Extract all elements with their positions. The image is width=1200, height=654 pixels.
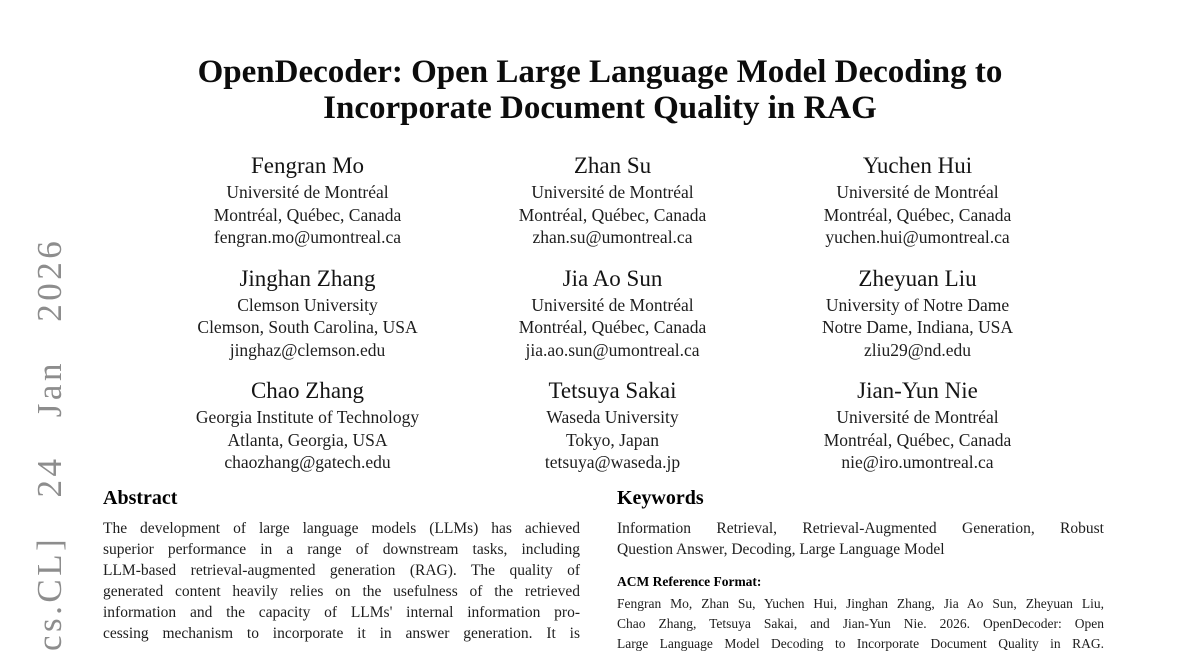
acm-reference-heading: ACM Reference Format: bbox=[617, 574, 762, 589]
author-affiliation-line: Université de Montréal bbox=[836, 407, 999, 427]
author-email: fengran.mo@umontreal.ca bbox=[213, 227, 402, 247]
author-grid bbox=[155, 153, 1070, 474]
author-email: tetsuya@waseda.jp bbox=[544, 452, 681, 472]
abstract-line: generated content heavily relies on the usefulness of the retrieved bbox=[103, 583, 580, 600]
author-affiliation-line: Université de Montréal bbox=[531, 182, 694, 202]
author-affiliation-line: University of Notre Dame bbox=[825, 294, 1010, 315]
author-name: Zheyuan Liu bbox=[858, 265, 977, 291]
author-email: chaozhang@gatech.edu bbox=[224, 452, 391, 472]
author-name: Yuchen Hui bbox=[862, 153, 973, 178]
author-affiliation-line: Clemson, South Carolina, USA bbox=[197, 317, 418, 337]
author-affiliation-line: Université de Montréal bbox=[836, 182, 999, 202]
abstract-heading: Abstract bbox=[103, 487, 178, 509]
paper-title-line2: Incorporate Document Quality in RAG bbox=[323, 90, 877, 126]
author-affiliation-line: Université de Montréal bbox=[226, 182, 389, 202]
arxiv-stamp: cs.CL] 24 Jan 2026 bbox=[30, 237, 69, 651]
author-affiliation-line: Tokyo, Japan bbox=[565, 429, 660, 450]
abstract-line: superior performance in a range of downstream tasks, including bbox=[103, 541, 580, 558]
author-block bbox=[460, 266, 765, 362]
acm-reference-line: Fengran Mo, Zhan Su, Yuchen Hui, Jinghan Zhang, Jia Ao Sun, Zheyuan Liu, bbox=[617, 596, 1104, 611]
author-affiliation-line: Montréal, Québec, Canada bbox=[823, 204, 1012, 225]
author-email: jia.ao.sun@umontreal.ca bbox=[525, 339, 700, 360]
abstract-line: information and the capacity of LLMs' internal information pro- bbox=[103, 604, 580, 621]
author-affiliation-line: Montréal, Québec, Canada bbox=[518, 204, 707, 225]
abstract-line: cessing mechanism to incorporate it in answer generation. It is bbox=[103, 625, 580, 642]
keywords-line: Information Retrieval, Retrieval-Augmented Generation, Robust bbox=[617, 520, 1104, 537]
author-name: Jia Ao Sun bbox=[562, 265, 663, 291]
author-block bbox=[765, 266, 1070, 362]
author-affiliation-line: Georgia Institute of Technology bbox=[195, 407, 420, 427]
author-block bbox=[155, 266, 460, 362]
abstract-line: LLM-based retrieval-augmented generation (RAG). The quality of bbox=[103, 562, 580, 579]
author-affiliation-line: Clemson University bbox=[237, 294, 378, 315]
author-affiliation-line: Montréal, Québec, Canada bbox=[823, 429, 1012, 450]
author-email: yuchen.hui@umontreal.ca bbox=[825, 227, 1010, 247]
author-name: Jinghan Zhang bbox=[239, 265, 376, 291]
abstract-line: The development of large language models (LLMs) has achieved bbox=[103, 520, 580, 537]
author-affiliation-line: Montréal, Québec, Canada bbox=[518, 317, 707, 337]
author-block bbox=[155, 153, 460, 249]
author-name: Jian-Yun Nie bbox=[857, 378, 978, 403]
author-name: Zhan Su bbox=[573, 153, 652, 178]
acm-reference-line: Large Language Model Decoding to Incorporate Document Quality in RAG. bbox=[617, 636, 1104, 651]
author-affiliation-line: Université de Montréal bbox=[531, 294, 694, 315]
author-affiliation-line: Montréal, Québec, Canada bbox=[213, 204, 402, 225]
author-block bbox=[765, 153, 1070, 249]
author-name: Fengran Mo bbox=[250, 153, 365, 178]
paper-title-line1: OpenDecoder: Open Large Language Model Decoding to bbox=[197, 54, 1003, 90]
acm-reference-line: Chao Zhang, Tetsuya Sakai, and Jian-Yun Nie. 2026. OpenDecoder: Open bbox=[617, 616, 1104, 631]
author-email: zliu29@nd.edu bbox=[864, 339, 971, 360]
author-block bbox=[460, 378, 765, 474]
paper-title bbox=[0, 54, 1200, 126]
author-block bbox=[460, 153, 765, 249]
author-email: jinghaz@clemson.edu bbox=[229, 339, 386, 360]
abstract-section bbox=[103, 486, 580, 644]
author-email: zhan.su@umontreal.ca bbox=[532, 227, 693, 247]
keywords-line: Question Answer, Decoding, Large Language Model bbox=[617, 541, 945, 558]
keywords-heading: Keywords bbox=[617, 487, 704, 509]
author-affiliation-line: Notre Dame, Indiana, USA bbox=[822, 317, 1013, 337]
author-name: Tetsuya Sakai bbox=[548, 378, 677, 403]
author-affiliation-line: Waseda University bbox=[546, 407, 679, 427]
author-block bbox=[765, 378, 1070, 474]
author-email: nie@iro.umontreal.ca bbox=[841, 452, 994, 472]
author-block bbox=[155, 378, 460, 474]
keywords-section bbox=[617, 486, 1104, 654]
author-name: Chao Zhang bbox=[250, 378, 365, 403]
author-affiliation-line: Atlanta, Georgia, USA bbox=[227, 429, 388, 450]
